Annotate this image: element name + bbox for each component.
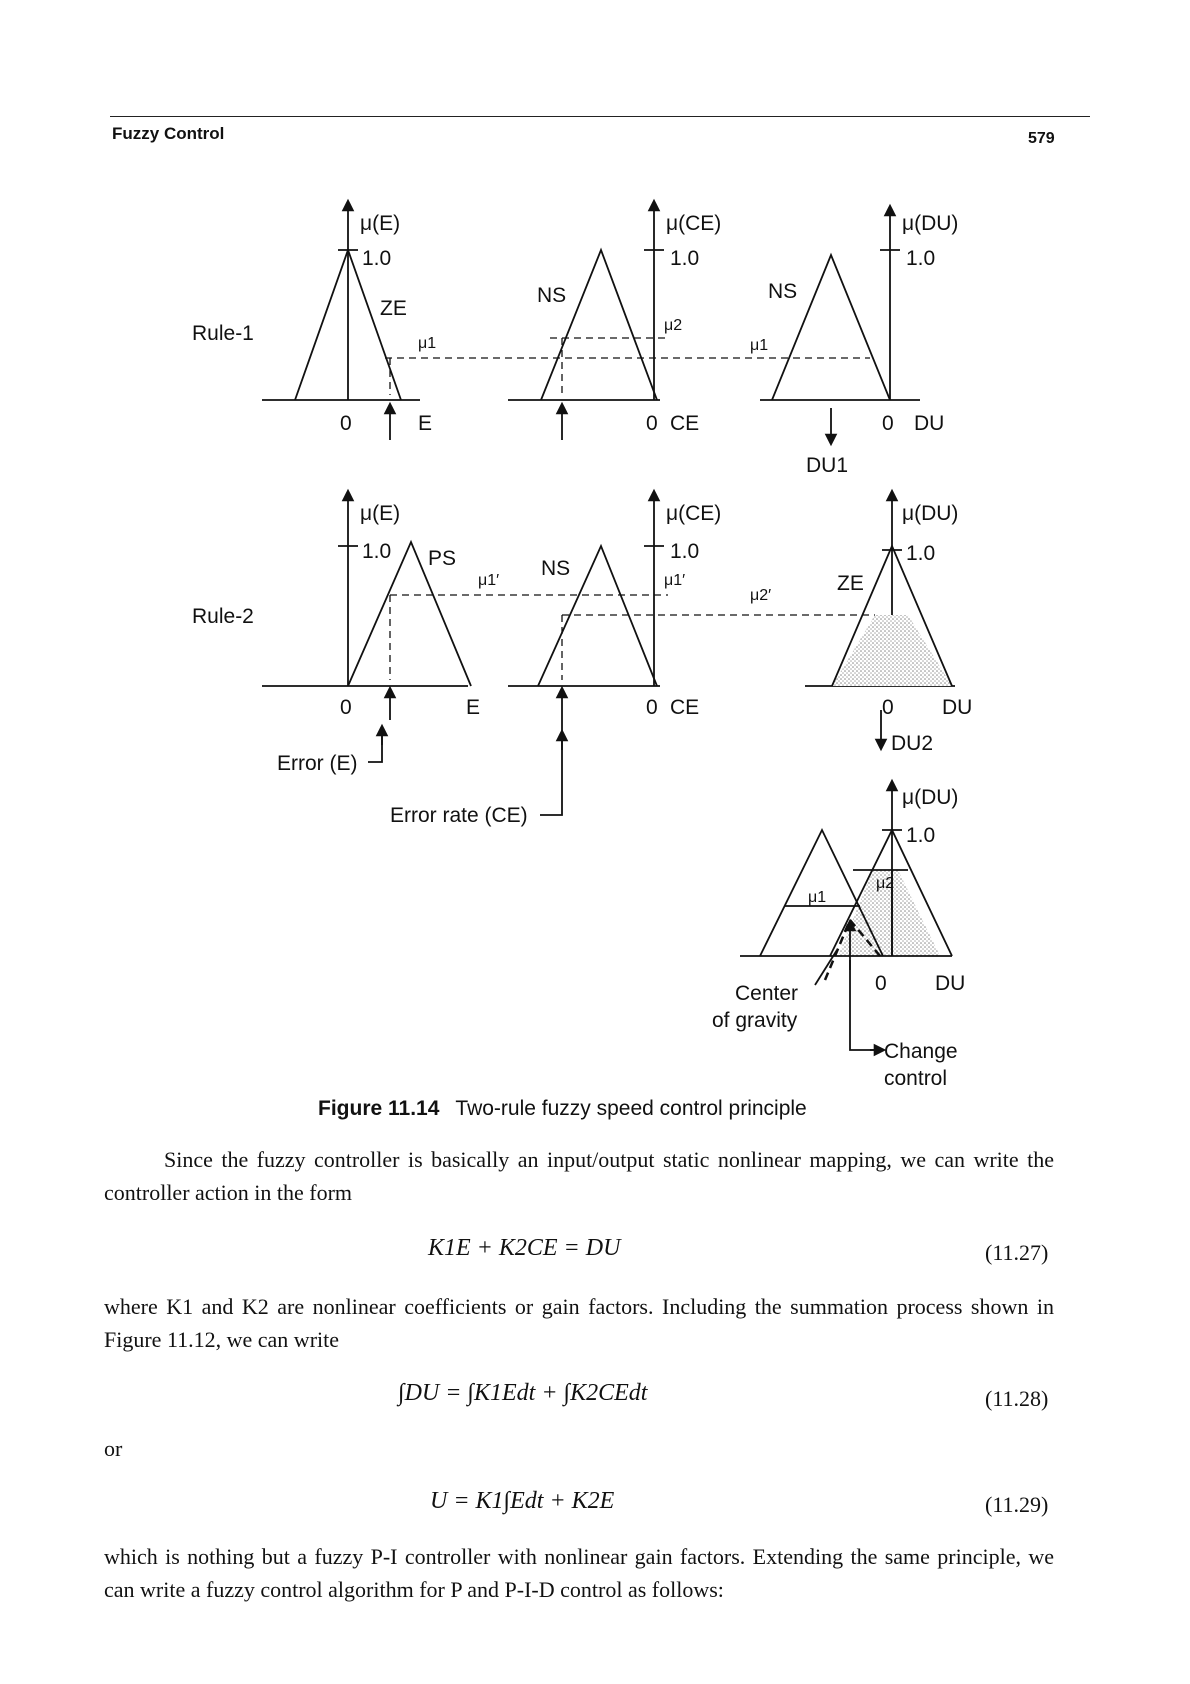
equation-11-28: ∫DU = ∫K1Edt + ∫K2CEdt (398, 1380, 648, 1406)
paragraph-3: or (104, 1436, 123, 1461)
one-e-r1: 1.0 (362, 247, 392, 270)
one-ce-r2: 1.0 (670, 540, 700, 563)
du1-label: DU1 (806, 454, 849, 477)
ce-axis-r1: CE (670, 412, 700, 435)
figure-fuzzy-rules (0, 190, 1190, 1090)
paragraph-4: which is nothing but a fuzzy P-I controller with nonlinear gain factors. Extending the same principle, we can write a fuzzy control algorithm for P and P-I-D control as follows: (104, 1544, 1054, 1602)
one-ce-r1: 1.0 (670, 247, 700, 270)
ns-label-r2ce: NS (541, 557, 571, 580)
mu-du-label-r2: μ(DU) (902, 502, 959, 525)
mu1-label-out: μ1 (808, 889, 827, 906)
mu1-label-r1du: μ1 (750, 337, 769, 354)
equation-number-11-28: (11.28) (985, 1386, 1049, 1411)
page-number: 579 (1028, 130, 1055, 147)
paragraph-2: where K1 and K2 are nonlinear coefficients or gain factors. Including the summation process shown in Figure 11.12, we can write (104, 1294, 1054, 1352)
du2-label: DU2 (891, 732, 934, 755)
zero-du-r2: 0 (882, 696, 894, 719)
cog-label-2: of gravity (712, 1009, 798, 1032)
one-du-r1: 1.0 (906, 247, 936, 270)
mu2-label-r1: μ2 (664, 317, 683, 334)
ce-axis-r2: CE (670, 696, 700, 719)
change-label-1: Change (884, 1040, 958, 1063)
equation-number-11-29: (11.29) (985, 1492, 1049, 1517)
mu-ce-label-r2: μ(CE) (666, 502, 722, 525)
ns-label-r1ce: NS (537, 284, 567, 307)
zero-du-out: 0 (875, 972, 887, 995)
zero-du-r1: 0 (882, 412, 894, 435)
equation-11-29: U = K1∫Edt + K2E (430, 1488, 615, 1514)
ze-label-r2du: ZE (837, 572, 864, 595)
mu-ce-label-r1: μ(CE) (666, 212, 722, 235)
error-rate-label: Error rate (CE) (390, 804, 528, 827)
ns-label-r1du: NS (768, 280, 798, 303)
zero-e-r1: 0 (340, 412, 352, 435)
error-label: Error (E) (277, 752, 358, 775)
mu-du-label-out: μ(DU) (902, 786, 959, 809)
mu-e-label-r1: μ(E) (360, 212, 401, 235)
change-label-2: control (884, 1067, 948, 1090)
one-du-out: 1.0 (906, 824, 936, 847)
du-axis-out: DU (935, 972, 966, 995)
header-rule (110, 116, 1090, 117)
ze-label-r1: ZE (380, 297, 407, 320)
cog-label-1: Center (735, 982, 799, 1005)
mu1-label-r1e: μ1 (418, 335, 437, 352)
equation-11-27: K1E + K2CE = DU (428, 1235, 621, 1261)
rule1-label: Rule-1 (192, 322, 254, 345)
mu2-label-out: μ2 (876, 875, 895, 892)
zero-ce-r1: 0 (646, 412, 658, 435)
du-axis-r2: DU (942, 696, 973, 719)
paragraph-1: Since the fuzzy controller is basically an input/output static nonlinear mapping, we can write the controller action in the form (104, 1147, 1054, 1205)
ps-label-r2: PS (428, 547, 457, 570)
mu1p-label-r2e: μ1′ (478, 572, 500, 589)
figure-caption-text: Two-rule fuzzy speed control principle (455, 1097, 807, 1120)
one-e-r2: 1.0 (362, 540, 392, 563)
zero-e-r2: 0 (340, 696, 352, 719)
figure-number: Figure 11.14 (318, 1097, 440, 1120)
mu-du-label-r1: μ(DU) (902, 212, 959, 235)
equation-number-11-27: (11.27) (985, 1240, 1049, 1265)
mu2p-label-r2: μ2′ (750, 587, 772, 604)
du-axis-r1: DU (914, 412, 945, 435)
e-axis-r2: E (466, 696, 481, 719)
figure-caption (318, 1097, 807, 1121)
mu-e-label-r2: μ(E) (360, 502, 401, 525)
e-axis-r1: E (418, 412, 433, 435)
running-head: Fuzzy Control (112, 124, 225, 143)
one-du-r2: 1.0 (906, 542, 936, 565)
rule2-label: Rule-2 (192, 605, 254, 628)
mu1p-label-r2ce: μ1′ (664, 572, 686, 589)
zero-ce-r2: 0 (646, 696, 658, 719)
